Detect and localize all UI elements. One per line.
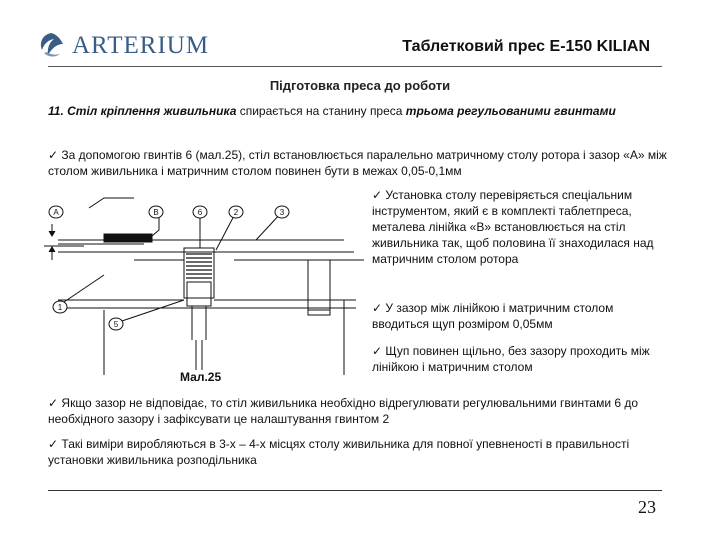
header-divider [48,66,662,67]
check-icon: ✓ [48,148,59,162]
check-icon: ✓ [48,437,59,451]
logo-text: ARTERIUM [72,32,210,59]
bullet-1-text: За допомогою гвинтів 6 (мал.25), стіл встановлюється паралельно матричному столу ротора і зазор «А» між столом живильника і матричним столом повинен бути в межах 0,05-0,1мм [48,148,667,178]
figure-label-1: 1 [57,303,63,312]
intro-subject: Стіл кріплення живильника [67,104,237,118]
bullet-5 [48,395,673,427]
figure-label-a: A [53,208,59,217]
intro-paragraph [48,103,668,119]
figure-label-5: 5 [113,320,119,329]
bullet-1 [48,147,678,179]
logo-mark-icon [36,31,66,61]
bullet-4-text: Щуп повинен щільно, без зазору проходить між лінійкою і матричним столом [372,344,650,374]
bullet-6-text: Такі виміри виробляються в 3-х – 4-х місцях столу живильника для повної упевненості в правильності установки живильника розподільника [48,437,630,467]
intro-text: спирається на станину преса [236,104,406,118]
figure-label-3: 3 [279,208,285,217]
bullet-2-text: Установка столу перевіряється спеціальним інструментом, який є в комплекті таблетпреса, металева лінійка «В» встановлюється на стіл живильника так, щоб половина її знаходилася над матричним столом ротора [372,188,654,266]
page-number: 23 [638,497,656,517]
bullet-4 [372,343,672,375]
bullet-3 [372,300,662,332]
figure-caption: Мал.25 [180,370,222,384]
bullet-5-text: Якщо зазор не відповідає, то стіл живильника необхідно відрегулювати регулювальними гвинтами 6 до необхідного зазору і зафіксувати це налаштування гвинтом 2 [48,396,639,426]
check-icon: ✓ [372,188,383,202]
arterium-logo [36,28,209,64]
press-table-diagram [44,190,364,380]
figure-label-6: 6 [197,208,203,217]
bullet-2 [372,187,662,267]
section-title: Підготовка преса до роботи [269,78,451,93]
figure-label-2: 2 [233,208,239,217]
footer-divider [48,490,662,491]
intro-number: 11. [48,104,64,118]
figure-label-b: B [153,208,159,217]
bullet-6 [48,436,673,468]
bullet-3-text: У зазор між лінійкою і матричним столом вводиться щуп розміром 0,05мм [372,301,614,331]
check-icon: ✓ [48,396,59,410]
check-icon: ✓ [372,301,383,315]
check-icon: ✓ [372,344,383,358]
document-title: Таблетковий прес Е-150 KILIAN [402,38,650,55]
intro-emphasis: трьома регульованими гвинтами [405,104,616,118]
